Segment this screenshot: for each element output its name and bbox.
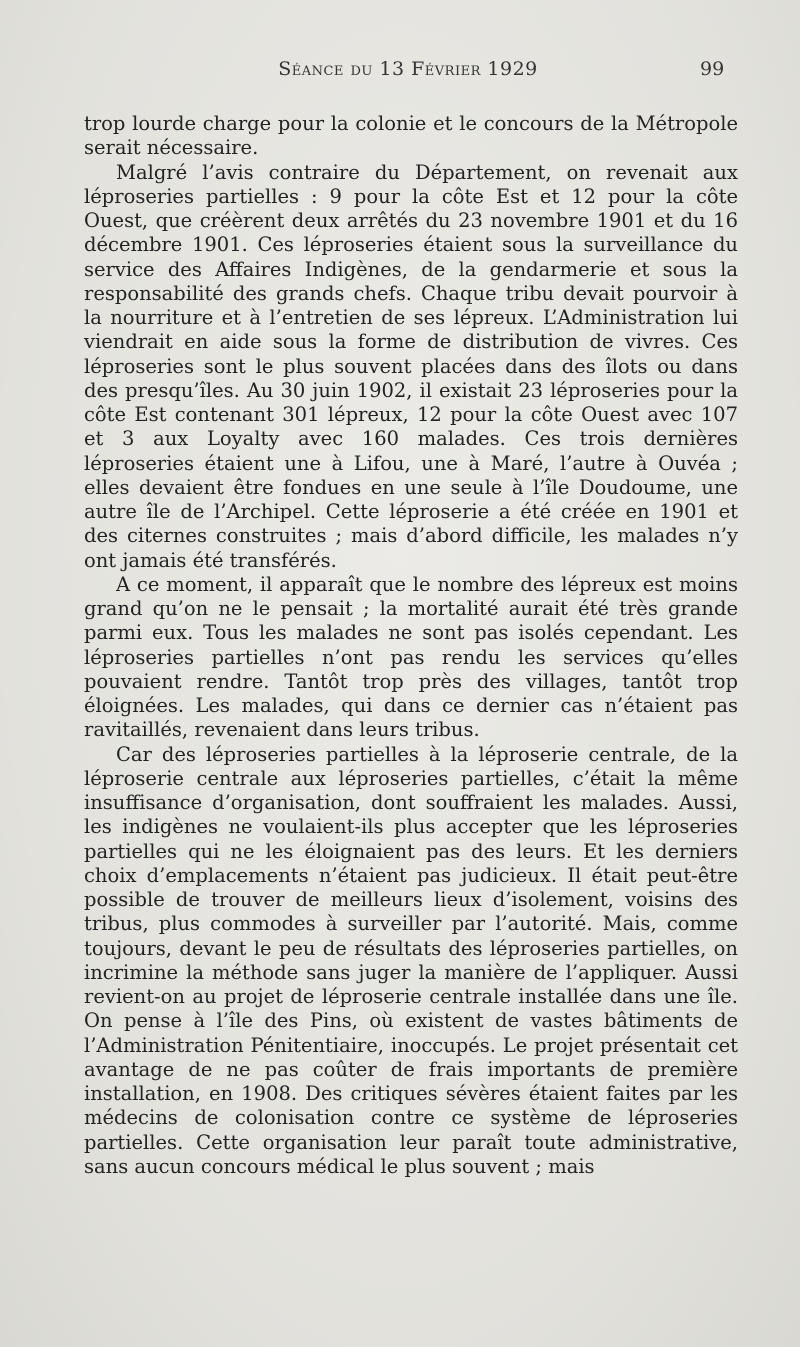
body-text [84, 112, 738, 1179]
paragraph-a-ce-moment: A ce moment, il apparaît que le nombre des lépreux est moins grand qu’on ne le pensait ; la mortalité aurait été très grande parmi eux. Tous les malades ne sont pas isolés cependant. Les léproseries partielles n’ont pas rendu les services qu’elles pouvaient rendre. Tantôt trop près des villages, tantôt trop éloignées. Les malades, qui dans ce dernier cas n’étaient pas ravitaillés, revenaient dans leurs tribus. [84, 572, 738, 742]
paragraph-continuation: trop lourde charge pour la colonie et le concours de la Métropole serait nécessaire. [84, 112, 738, 160]
page-number: 99 [700, 58, 725, 80]
running-head [0, 58, 800, 88]
running-head-title: Séance du 13 Février 1929 [278, 58, 538, 80]
paragraph-car-des-leproseries: Car des léproseries partielles à la léproserie centrale, de la léproserie centrale aux léproseries partielles, c’était la même insuffisance d’organisation, dont souffraient les malades. Aussi, les indigènes ne voulaient-ils plus accepter que les léproseries partielles qui ne les éloignaient pas des leurs. Et les derniers choix d’emplacements n’étaient pas judicieux. Il était peut-être possible de trouver de meilleurs lieux d’isolement, voisins des tribus, plus commodes à surveiller par l’autorité. Mais, comme toujours, devant le peu de résultats des léproseries partielles, on incrimine la méthode sans juger la manière de l’appliquer. Aussi revient-on au projet de léproserie centrale installée dans une île. On pense à l’île des Pins, où existent de vastes bâtiments de l’Administration Pénitentiaire, inoccupés. Le projet présentait cet avantage de ne pas coûter de frais importants de première installation, en 1908. Des critiques sévères étaient faites par les médecins de colonisation contre ce système de léproseries partielles. Cette organisation leur paraît toute administrative, sans aucun concours médical le plus souvent ; mais [84, 742, 738, 1178]
paragraph-leproseries-partielles: Malgré l’avis contraire du Département, on revenait aux léproseries partielles : 9 pour la côte Est et 12 pour la côte Ouest, que créèrent deux arrêtés du 23 novembre 1901 et du 16 décembre 1901. Ces léproseries étaient sous la surveillance du service des Affaires Indigènes, de la gendarmerie et sous la responsabilité des grands chefs. Chaque tribu devait pourvoir à la nourriture et à l’entretien de ses lépreux. L’Administration lui viendrait en aide sous la forme de distribution de vivres. Ces léproseries sont le plus souvent placées dans des îlots ou dans des presqu’îles. Au 30 juin 1902, il existait 23 léproseries pour la côte Est contenant 301 lépreux, 12 pour la côte Ouest avec 107 et 3 aux Loyalty avec 160 malades. Ces trois dernières léproseries étaient une à Lifou, une à Maré, l’autre à Ouvéa ; elles devaient être fondues en une seule à l’île Doudoume, une autre île de l’Archipel. Cette léproserie a été créée en 1901 et des citernes construites ; mais d’abord difficile, les malades n’y ont jamais été transférés. [84, 160, 738, 572]
